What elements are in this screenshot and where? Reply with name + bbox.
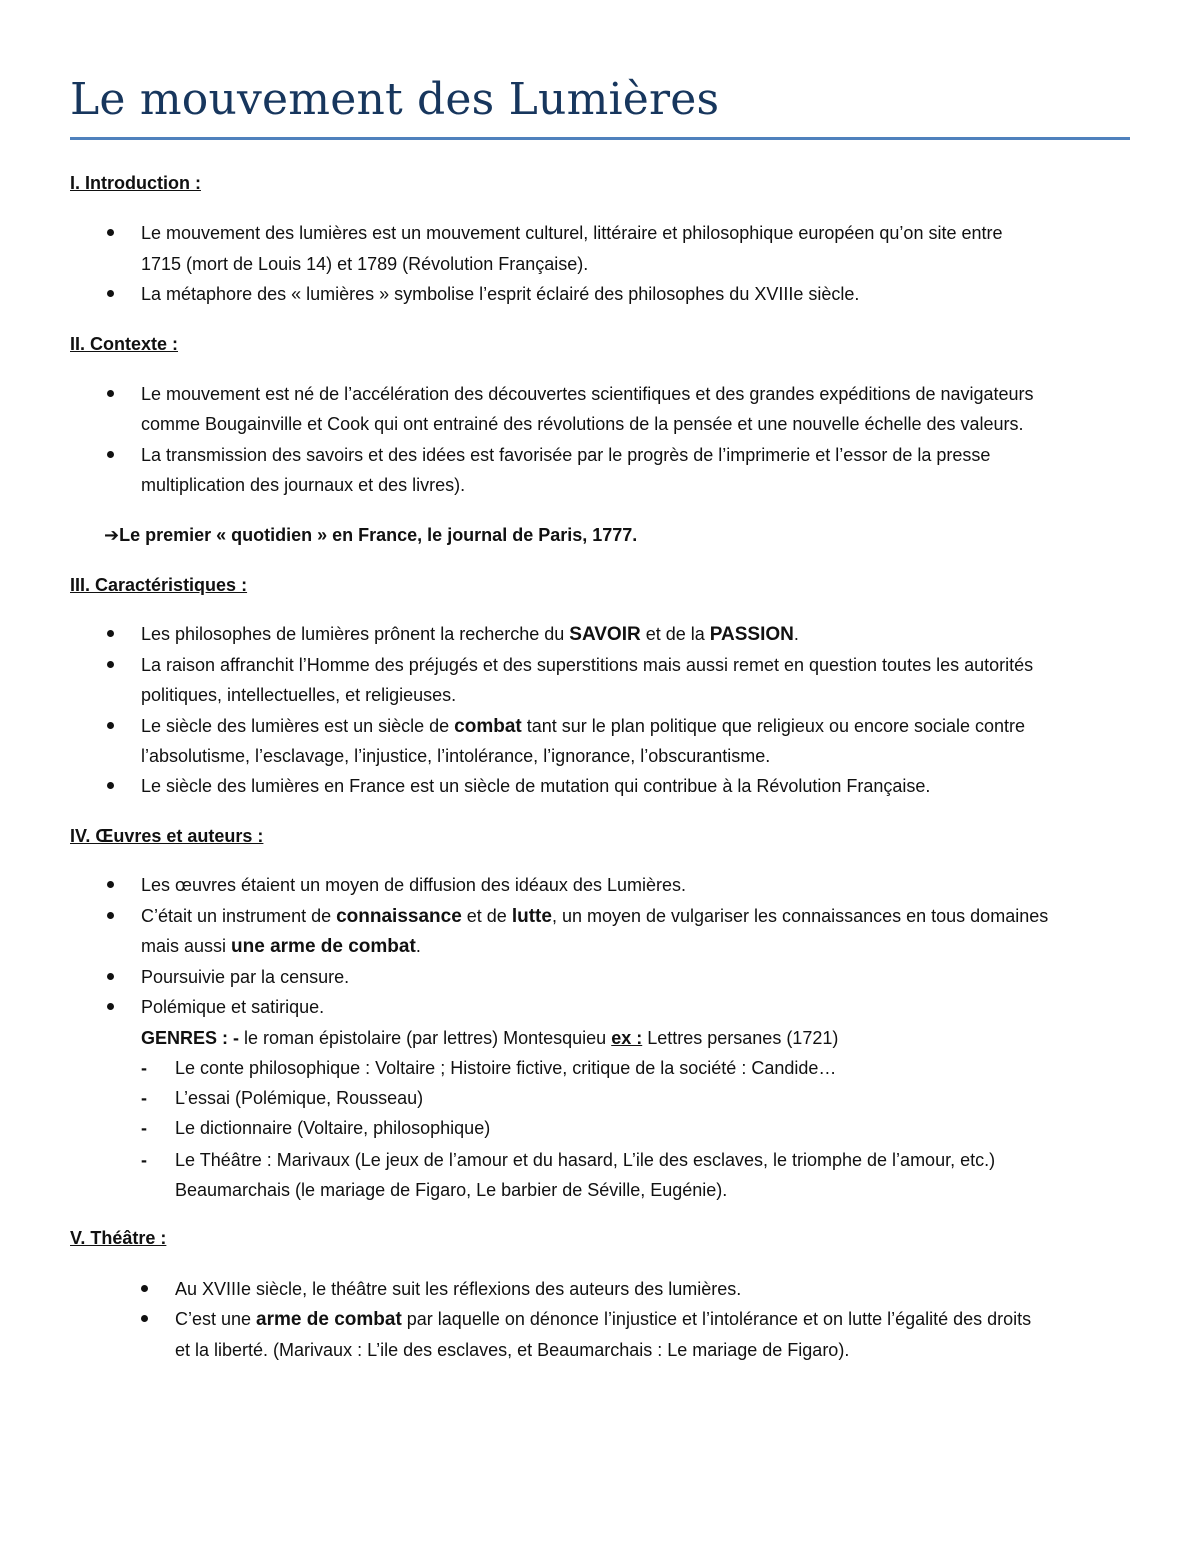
dash-list-item-text: Le dictionnaire (Voltaire, philosophique) (175, 1118, 491, 1138)
section-heading-oeuvres: IV. Œuvres et auteurs : (70, 826, 264, 846)
list-item-continuation: politiques, intellectuelles, et religieuses. (141, 685, 457, 705)
list-item-text: Le siècle des lumières en France est un siècle de mutation qui contribue à la Révolution Française. (141, 776, 931, 796)
list-item (141, 962, 349, 992)
list-item-text: Le siècle des lumières est un siècle de (141, 716, 455, 736)
list-item-text: . (793, 624, 799, 644)
list-item-text: Le mouvement des lumières est un mouvement culturel, littéraire et philosophique européen qu’on site entre (141, 223, 1003, 243)
list-item-continuation: et la liberté. (Marivaux : L’ile des esclaves, et Beaumarchais : Le mariage de Figaro). (175, 1340, 850, 1360)
list-item (141, 379, 1034, 409)
list-item-text: La métaphore des « lumières » symbolise l’esprit éclairé des philosophes du XVIIIe siècle. (141, 284, 860, 304)
list-item-continuation: multiplication des journaux et des livres). (141, 475, 466, 495)
list-item (141, 992, 324, 1022)
list-item-continuation: l’absolutisme, l’esclavage, l’injustice, l’intolérance, l’ignorance, l’obscurantisme. (141, 746, 771, 766)
page-title: Le mouvement des Lumières (70, 74, 720, 125)
list-item (141, 650, 1033, 680)
list-item (141, 711, 1025, 742)
dash-list-item (175, 1083, 423, 1113)
dash-list-item (175, 1145, 995, 1175)
dash-list-item (175, 1053, 836, 1083)
genres-label: GENRES : - (141, 1028, 240, 1048)
list-item-continuation: 1715 (mort de Louis 14) et 1789 (Révolution Française). (141, 254, 589, 274)
list-item-text: . (415, 936, 421, 956)
genres-line (141, 1023, 838, 1053)
keyword-arme-de-combat: arme de combat (256, 1309, 402, 1330)
list-item-continuation (141, 931, 421, 962)
dash-list-item-text: L’essai (Polémique, Rousseau) (175, 1088, 424, 1108)
list-item-text: Les philosophes de lumières prônent la recherche du (141, 624, 570, 644)
dash-list-item (175, 1113, 490, 1143)
keyword-passion: PASSION (709, 624, 794, 645)
title-underline-rule (70, 137, 1130, 140)
list-item-text: Le mouvement est né de l’accélération des découvertes scientifiques et des grandes expéditions de navigateurs (141, 384, 1034, 404)
list-item (141, 440, 990, 470)
example-label: ex : (611, 1028, 643, 1048)
list-item (175, 1304, 1031, 1335)
keyword-arme-de-combat: une arme de combat (231, 936, 416, 957)
highlight-note (104, 520, 637, 550)
list-item-text: C’est une (175, 1309, 257, 1329)
list-item-text: et de (461, 906, 512, 926)
list-item-text: mais aussi (141, 936, 232, 956)
arrow-right-icon: ➔ (104, 525, 120, 545)
list-item-text: tant sur le plan politique que religieux ou encore sociale contre (521, 716, 1026, 736)
list-item (141, 771, 930, 801)
section-heading-contexte: II. Contexte : (70, 334, 179, 354)
list-item-text: La transmission des savoirs et des idées est favorisée par le progrès de l’imprimerie et l’essor de la presse (141, 445, 991, 465)
keyword-combat: combat (454, 716, 522, 737)
dash-list-item-text: Le Théâtre : Marivaux (Le jeux de l’amour et du hasard, L’ile des esclaves, le triomphe de l’amour, etc.) (175, 1150, 996, 1170)
list-item-continuation: comme Bougainville et Cook qui ont entrainé des révolutions de la pensée et une nouvelle échelle des valeurs. (141, 414, 1024, 434)
keyword-connaissance: connaissance (336, 906, 462, 927)
list-item (141, 870, 686, 900)
genres-text: Lettres persanes (1721) (642, 1028, 839, 1048)
list-item (141, 901, 1048, 932)
list-item-text: Poursuivie par la censure. (141, 967, 350, 987)
list-item (141, 619, 799, 650)
list-item (141, 279, 859, 309)
section-heading-caracteristiques: III. Caractéristiques : (70, 575, 248, 595)
genres-text: le roman épistolaire (par lettres) Montesquieu (239, 1028, 612, 1048)
list-item (141, 218, 1003, 248)
highlight-note-text: Le premier « quotidien » en France, le journal de Paris, 1777. (119, 525, 638, 545)
list-item-text: Au XVIIIe siècle, le théâtre suit les réflexions des auteurs des lumières. (175, 1279, 742, 1299)
list-item-text: et de la (640, 624, 710, 644)
section-heading-introduction: I. Introduction : (70, 173, 201, 193)
list-item-text: par laquelle on dénonce l’injustice et l’intolérance et on lutte l’égalité des droits (401, 1309, 1032, 1329)
list-item-text: C’était un instrument de (141, 906, 337, 926)
keyword-savoir: SAVOIR (569, 624, 641, 645)
dash-list-item-continuation: Beaumarchais (le mariage de Figaro, Le barbier de Séville, Eugénie). (175, 1180, 728, 1200)
dash-list-item-text: Le conte philosophique : Voltaire ; Histoire fictive, critique de la société : Candide… (175, 1058, 837, 1078)
section-heading-theatre: V. Théâtre : (70, 1228, 167, 1248)
list-item-text: Polémique et satirique. (141, 997, 325, 1017)
keyword-lutte: lutte (511, 906, 552, 927)
list-item-text: , un moyen de vulgariser les connaissances en tous domaines (551, 906, 1049, 926)
list-item-text: La raison affranchit l’Homme des préjugés et des superstitions mais aussi remet en question toutes les autorités (141, 655, 1034, 675)
list-item-text: Les œuvres étaient un moyen de diffusion des idéaux des Lumières. (141, 875, 686, 895)
list-item (175, 1274, 741, 1304)
